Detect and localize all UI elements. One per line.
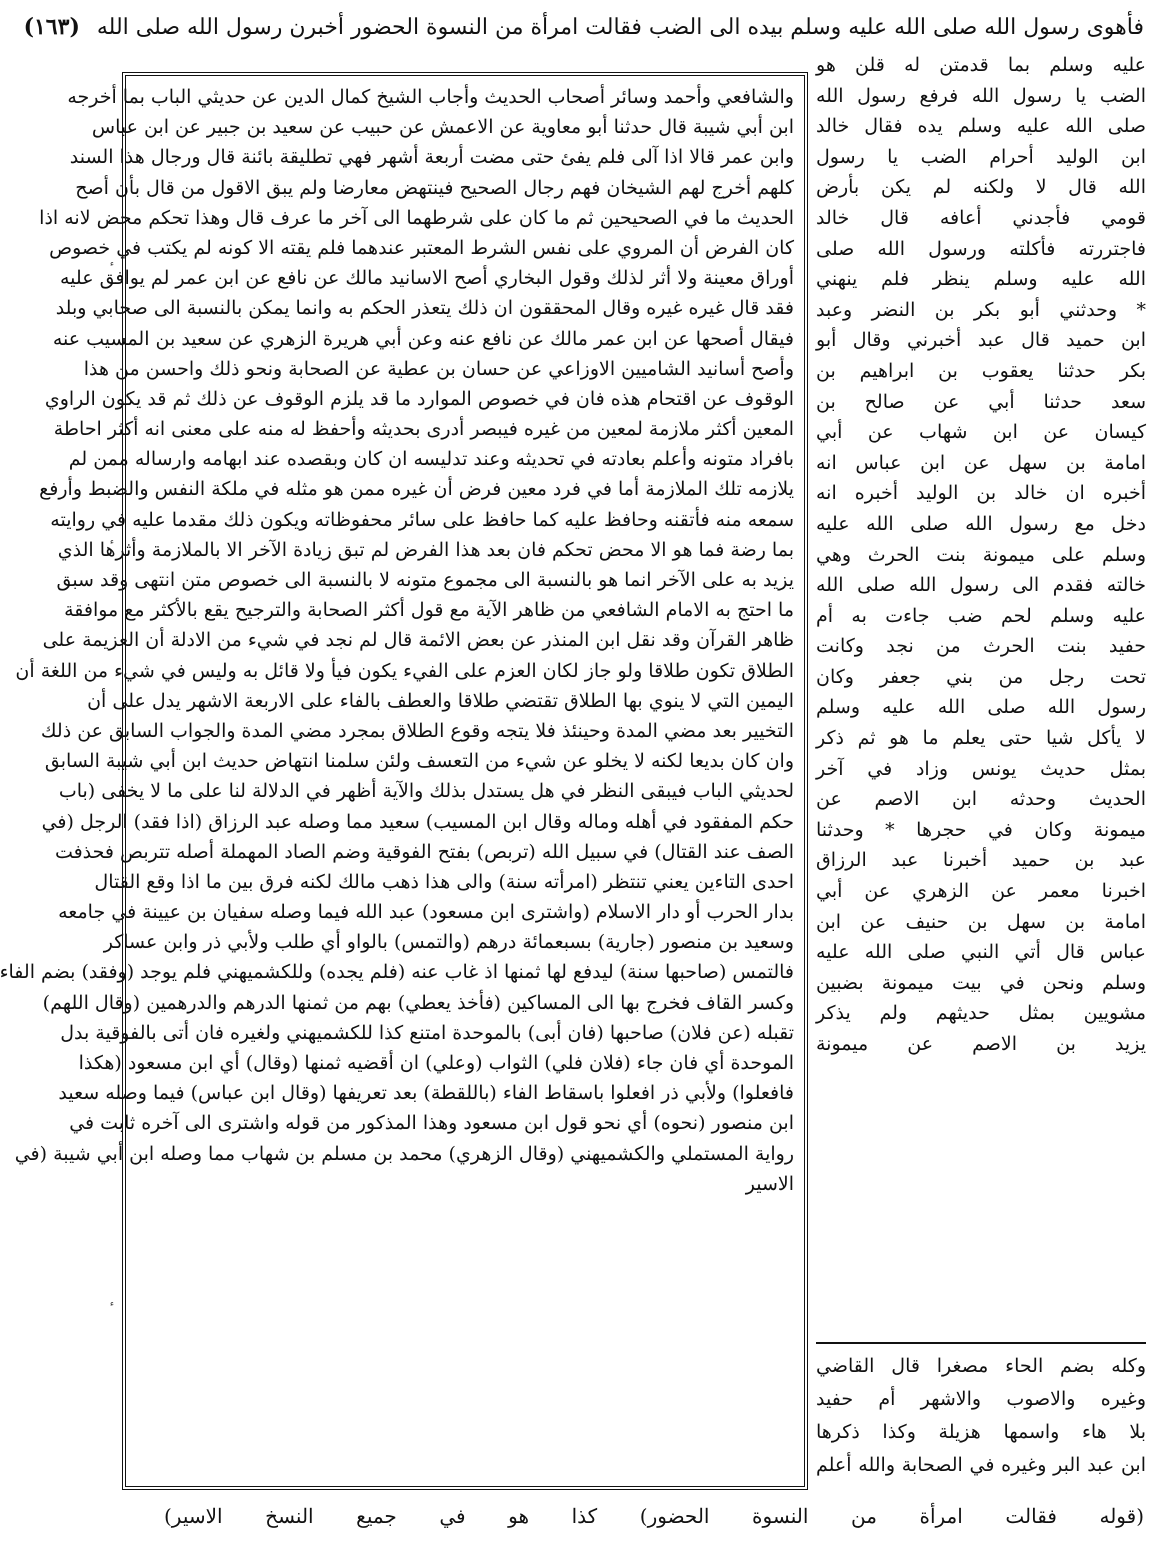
hadith-line: دخل مع رسول الله صلى الله عليه	[816, 512, 1146, 535]
commentary-line: احدى التاءين يعني تنتظر (امرأته سنة) والى هذا ذهب مالك لكنه فرق بين ما اذا وقع القتال	[94, 870, 794, 893]
hadith-line: عباس قال أتي النبي صلى الله عليه	[816, 941, 1146, 964]
commentary-line: اليمين التي لا ينوي بها الطلاق تقتضي طلاقا والعطف بالفاء على الاربعة الاشهر يدل على أن	[87, 689, 794, 712]
commentary-line: فقد قال غيره غيره وقال المحققون ان ذلك يتعذر الحكم به وانما يمكن بالنسبة الى صحابي وبلد	[55, 297, 794, 320]
hadith-line: لا يأكل شيا حتى يعلم ما هو ثم ذكر	[816, 727, 1146, 750]
commentary-line: الحديث ما في الصحيحين ثم ما كان على شرطهما الى آخر ما عرف قال وهذا تحكم محض لانه اذا	[39, 206, 794, 229]
commentary-line: يلازمه تلك الملازمة أما في فرد معين فرض أن غيره ممن هو مثله في ملكة النفس والضبط وأرفع	[39, 478, 794, 501]
muslim-text-column	[816, 50, 1146, 1335]
footer-note: (قوله فقالت امرأة من النسوة الحضور) كذا هو في جميع النسخ	[265, 1504, 1144, 1528]
hadith-line: يزيد بن الاصم عن ميمونة	[816, 1033, 1146, 1055]
commentary-line: لحديثي الباب فيبقى النظر في هل يستدل بذلك والآية أظهر في الدلالة لنا على ما لا يخفى (باب	[58, 780, 794, 803]
hadith-line: عليه وسلم بما قدمتن له قلن هو	[816, 54, 1146, 76]
commentary-line: فالتمس (صاحبها سنة) ليدفع لها ثمنها اذ غاب عنه (فلم يجده) وللكشميهني فلم يوجد (وفقد) بضم الفاء	[0, 961, 794, 984]
page-number: (١٦٣)	[23, 14, 80, 40]
commentary-line: الموحدة أي فان جاء (فلان فلي) الثواب (وعلي) ان أقضيه ثمنها (وقال) أي ابن مسعود (هكذا	[78, 1052, 794, 1074]
commentary-line: ابن أبي شيبة قال حدثنا أبو معاوية عن الاعمش عن حبيب عن سعيد بن جبير عن ابن عباس	[91, 116, 794, 139]
commentary-line: بما رضة فما هو الا محض تحكم فان بعد هذا الفرض لم تبق زيادة الآخر الا بالملازمة وأثرها الذي	[57, 538, 794, 561]
commentary-line: بدار الحرب أو دار الاسلام (واشترى ابن مسعود) عبد الله فيما وصله سفيان بن عيينة في جامعه	[58, 901, 794, 924]
hadith-line: بمثل حديث يونس وزاد في آخر	[816, 757, 1146, 780]
hadith-line: قومي فأجدني أعافه قال خالد	[816, 206, 1146, 229]
header-text: فأهوى رسول الله صلى الله عليه وسلم بيده الى الضب فقالت امرأة من النسوة الحضور أخبرن رسول الله صلى الله	[96, 15, 1144, 40]
page-header	[23, 10, 1144, 44]
commentary-line: الاسير	[745, 1172, 794, 1195]
commentary-line: الوقوف عن اقتحام هذه فان في خصوص الموارد ما قد يلزم الوقوف عن ذلك ثم قد يكون الراوي	[44, 387, 794, 410]
commentary-line: وأصح أسانيد الشاميين الاوزاعي عن حسان بن عطية عن الصحابة ونحو ذلك واحسن من هذا	[83, 357, 794, 380]
commentary-line: يزيد به على الآخر انما هو بالنسبة الى مجموع متونه لا بالنسبة الى خصوص متن انتهى وقد سبق	[56, 569, 794, 591]
hadith-line: فاجتررته فأكلته ورسول الله صلى	[816, 237, 1146, 260]
commentary-line: بافراد متونه وأعلم بعادته في تحديثه وعند تدليسه ان كان وبقصده عند ابهامه وارساله ممن لم	[68, 448, 794, 471]
commentary-line: الصف عند القتال) في سبيل الله (تربص) بفتح الفوقية وضم الصاد المهملة أصله تتربص فحذفت	[54, 840, 794, 863]
hadith-line: خالته فقدم الى رسول الله صلى الله	[816, 574, 1146, 597]
footnotes	[816, 1350, 1146, 1500]
commentary-line: كلهم أخرج لهم الشيخان فهم رجال الصحيح فينتهض معارضا ولم يبق الاقول من قال بأن أصح	[75, 176, 794, 199]
hadith-line: حفيد بنت الحرث من نجد وكانت	[816, 635, 1146, 658]
hadith-line: بكر حدثنا يعقوب بن ابراهيم بن	[816, 359, 1146, 382]
commentary-line: الطلاق تكون طلاقا ولو جاز لكان العزم على الفيء يكون فيأ ولا قائل به وليس في شيء من اللغة أن	[15, 659, 794, 682]
commentary-line: وابن عمر قالا اذا آلى فلم يفئ حتى مضت أربعة أشهر فهي تطليقة بائنة قال ورجال هذا السند	[69, 146, 794, 169]
commentary-line: ابن منصور (نحوه) أي نحو قول ابن مسعود وهذا المذكور من قوله واشترى الى آخره ثابت في	[69, 1112, 794, 1135]
commentary-line: وكسر القاف فخرج بها الى المساكين (فأخذ يعطي) بهم من ثمنها الدرهم والدرهمين (وقال اللهم)	[42, 991, 794, 1014]
commentary-line: التخيير بعد مضي المدة وحينئذ فلا يتجه وقوع الطلاق بمجرد مضي المدة والجواب السابق عن ذلك	[40, 719, 794, 742]
hadith-line: عبد بن حميد أخبرنا عبد الرزاق	[816, 849, 1146, 872]
hadith-line: الله قال لا ولكنه لم يكن بأرض	[816, 176, 1146, 199]
footnote-line: وكله بضم الحاء مصغرا قال القاضي	[816, 1355, 1146, 1377]
commentary-line: فيقال أصحها عن ابن عمر مالك عن نافع عنه وعن أبي هريرة الزهري عن سعيد بن المسيب عنه	[52, 327, 794, 350]
commentary-line: ما احتج به الامام الشافعي من ظاهر الآية مع قول أكثر الصحابة والترجيح يقع بالأكثر مع موافقة	[64, 599, 794, 622]
hadith-line: وسلم على ميمونة بنت الحرث وهي	[816, 543, 1146, 566]
commentary-line: ظاهر القرآن وقد نقل ابن المنذر عن بعض الائمة قال لم نجد في شيء من الادلة أن العزيمة على	[42, 629, 794, 652]
hadith-line: وسلم ونحن في بيت ميمونة بضبين	[816, 971, 1146, 994]
page-footer	[164, 1498, 1144, 1534]
commentary-line: وسعيد بن منصور (جارية) بسبعمائة درهم (والتمس) بالواو أي طلب ولأبي ذر وابن عساكر	[103, 931, 794, 954]
commentary-line: كان الفرض أن المروي على نفس الشرط المعتبر عندهما فلم يقته الا كونه لم يكتب في خصوص	[49, 236, 794, 259]
footnote-line: بلا هاء واسمها هزيلة وكذا ذكرها	[816, 1421, 1146, 1443]
hadith-line: سعد حدثنا أبي عن صالح بن	[816, 390, 1146, 413]
hadith-line: عليه وسلم لحم ضب جاءت به أم	[816, 604, 1146, 627]
footnote-line: وغيره والاصوب والاشهر أم حفيد	[816, 1388, 1146, 1410]
hadith-line: اخبرنا معمر عن الزهري عن أبي	[816, 880, 1146, 903]
commentary-line: وان كان بديعا لكنه لا يخلو عن شيء من التعسف ولئن سلمنا انتهاض حديث ابن أبي شيبة السابق	[44, 750, 794, 773]
hadith-line: كيسان عن ابن شهاب عن أبي	[816, 421, 1146, 444]
commentary-line: حكم المفقود في أهله وماله وقال ابن المسيب) سعيد مما وصله عبد الرزاق (اذا فقد) الرجل (في	[41, 810, 794, 833]
hadith-line: مشويين بمثل حديثهم ولم يذكر	[816, 1002, 1146, 1025]
hadith-line: الضب يا رسول الله فرفع رسول الله	[816, 84, 1146, 107]
hadith-line: أخبره ان خالد بن الوليد أخبره انه	[816, 482, 1146, 505]
hadith-line: ابن حميد قال عبد أخبرني وقال أبو	[816, 329, 1146, 352]
hadith-line: * وحدثني أبو بكر بن النضر وعبد	[816, 298, 1146, 321]
commentary-line: رواية المستملي والكشميهني (وقال الزهري) محمد بن مسلم بن شهاب مما وصله ابن أبي شيبة (في	[14, 1142, 794, 1165]
hadith-line: رسول الله صلى الله عليه وسلم	[816, 696, 1146, 719]
catchword: الاسير)	[164, 1504, 223, 1528]
hadith-line: تحت رجل من بني جعفر وكان	[816, 665, 1146, 688]
commentary-line: سمعه منه فأتقنه وحافظ عليه كما حافظ على سائر محفوظاته ويكون ذلك مقدما عليه في روايته	[50, 508, 794, 531]
commentary-line: أوراق معينة ولا أثر لذلك وقول البخاري أصح الاسانيد مالك عن نافع عن ابن عمر لم يوافق عليه	[60, 267, 794, 290]
commentary-line: تقبله (عن فلان) صاحبها (فان أبى) بالموحدة امتنع كذا للكشميهني ولغيره فان أتى بالفوقية بدل	[60, 1021, 794, 1044]
hadith-line: امامة بن سهل عن ابن عباس انه	[816, 451, 1146, 474]
hadith-line: ميمونة وكان في حجرها * وحدثنا	[816, 818, 1146, 841]
commentary-line: فافعلوا) ولأبي ذر افعلوا باسقاط الفاء (باللقطة) بعد تعريفها (وقال ابن عباس) فيما وصله سعيد	[58, 1082, 794, 1105]
hadith-line: ابن الوليد أحرام الضب يا رسول	[816, 145, 1146, 168]
commentary-line: المعين أكثر ملازمة لمعين من غيره فيبصر أدرى بحديثه وأحفظ له منه على معنى انه أكثر احاطة	[53, 418, 794, 441]
notes-separator	[816, 1342, 1146, 1344]
footnote-line: ابن عبد البر وغيره في الصحابة والله أعلم	[816, 1454, 1146, 1476]
commentary-line: والشافعي وأحمد وسائر أصحاب الحديث وأجاب الشيخ كمال الدين عن حديثي الباب بما أخرجه	[67, 86, 794, 108]
commentary-frame	[0, 72, 808, 1490]
hadith-line: امامة بن سهل بن حنيف عن ابن	[816, 910, 1146, 933]
hadith-line: صلى الله عليه وسلم يده فقال خالد	[816, 115, 1146, 138]
hadith-line: الله عليه وسلم ينظر فلم ينهني	[816, 268, 1146, 291]
hadith-line: الحديث وحدثه ابن الاصم عن	[816, 788, 1146, 811]
